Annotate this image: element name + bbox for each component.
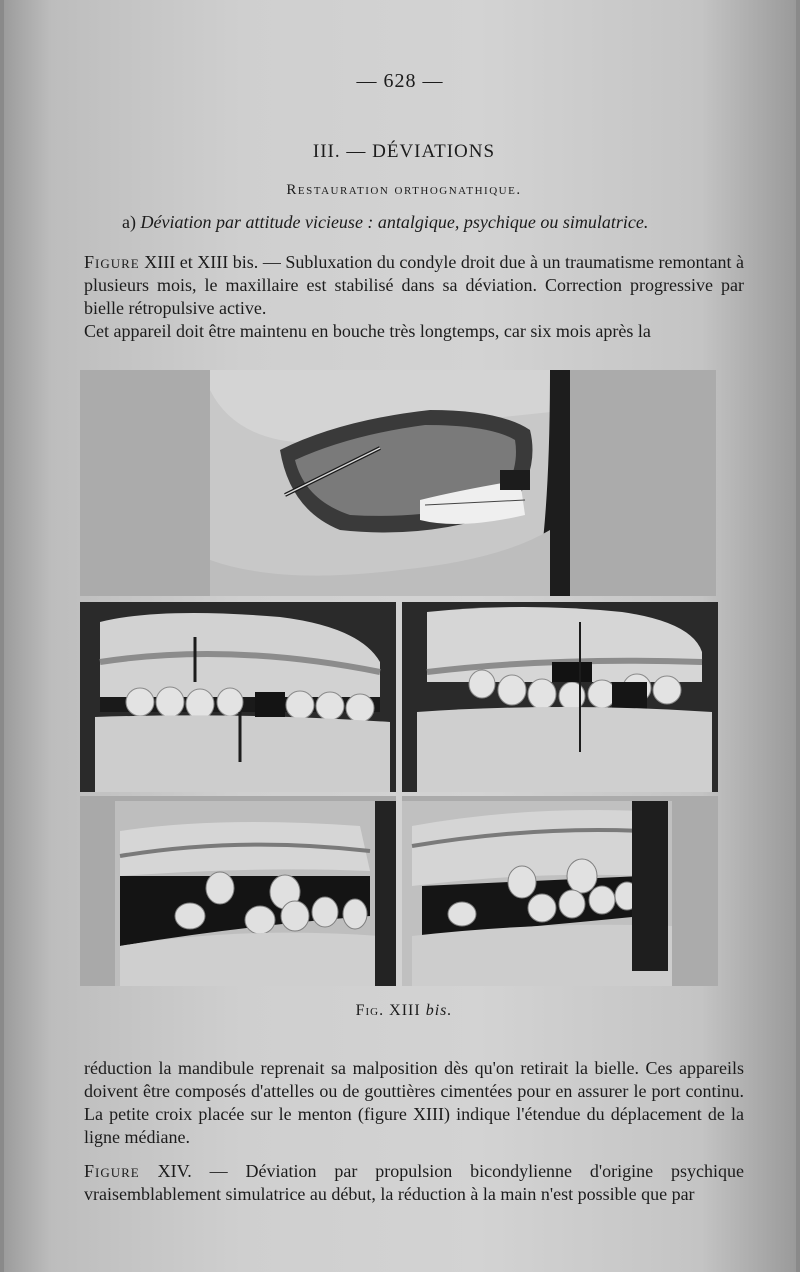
- section-title: III. — DÉVIATIONS: [312, 141, 496, 162]
- section-subtitle: Restauration orthognathique.: [286, 182, 522, 198]
- figure-lead: Figure: [84, 1161, 140, 1181]
- paragraph-text: XIV. — Déviation par propulsion bicondylienne d'origine psychique vraisemblablement simulatrice au début, la réduction à la main n'est possible que par: [84, 1161, 744, 1204]
- figure-xiii-bis: [80, 370, 720, 985]
- paragraph-text: XIII et XIII bis. — Subluxation du condyle droit due à un traumatisme remontant à plusieurs mois, le maxillaire est stabilisé dans sa déviation. Correction progressive par bielle rétropulsive active.: [84, 252, 744, 318]
- photo-cast-frontal-right: [402, 602, 718, 792]
- photo-cast-frontal-left: [80, 602, 396, 792]
- caption-prefix: Fig.: [355, 1002, 385, 1019]
- photo-cast-lateral-left: [80, 796, 396, 986]
- paragraph-appliance: Cet appareil doit être maintenu en bouche très longtemps, car six mois après la: [84, 321, 651, 341]
- paragraph-reduction: réduction la mandibule reprenait sa malposition dès qu'on retirait la bielle. Ces appareils doivent être composés d'attelles ou de gouttières cimentées pour en assurer le port continu. La petite croix placée sur le menton (figure XIII) indique l'étendue du déplacement de la ligne médiane.: [84, 1058, 744, 1147]
- scanned-page: [4, 0, 796, 1272]
- photo-cast-lateral-right: [402, 796, 718, 986]
- paragraph-figure-xiv: [84, 1160, 744, 1206]
- figure-lead: Figure: [84, 252, 140, 272]
- caption-number: XIII: [384, 1002, 421, 1019]
- photo-skull-appliance: [80, 370, 716, 596]
- figure-caption: [4, 1002, 796, 1020]
- subheading: [122, 212, 752, 233]
- page-number: — 628 —: [356, 70, 444, 92]
- subheading-text: Déviation par attitude vicieuse : antalgique, psychique ou simulatrice.: [140, 212, 649, 232]
- subheading-label: a): [122, 212, 136, 232]
- caption-suffix: bis.: [420, 1002, 453, 1019]
- paragraph-figure-xiii: [84, 251, 744, 320]
